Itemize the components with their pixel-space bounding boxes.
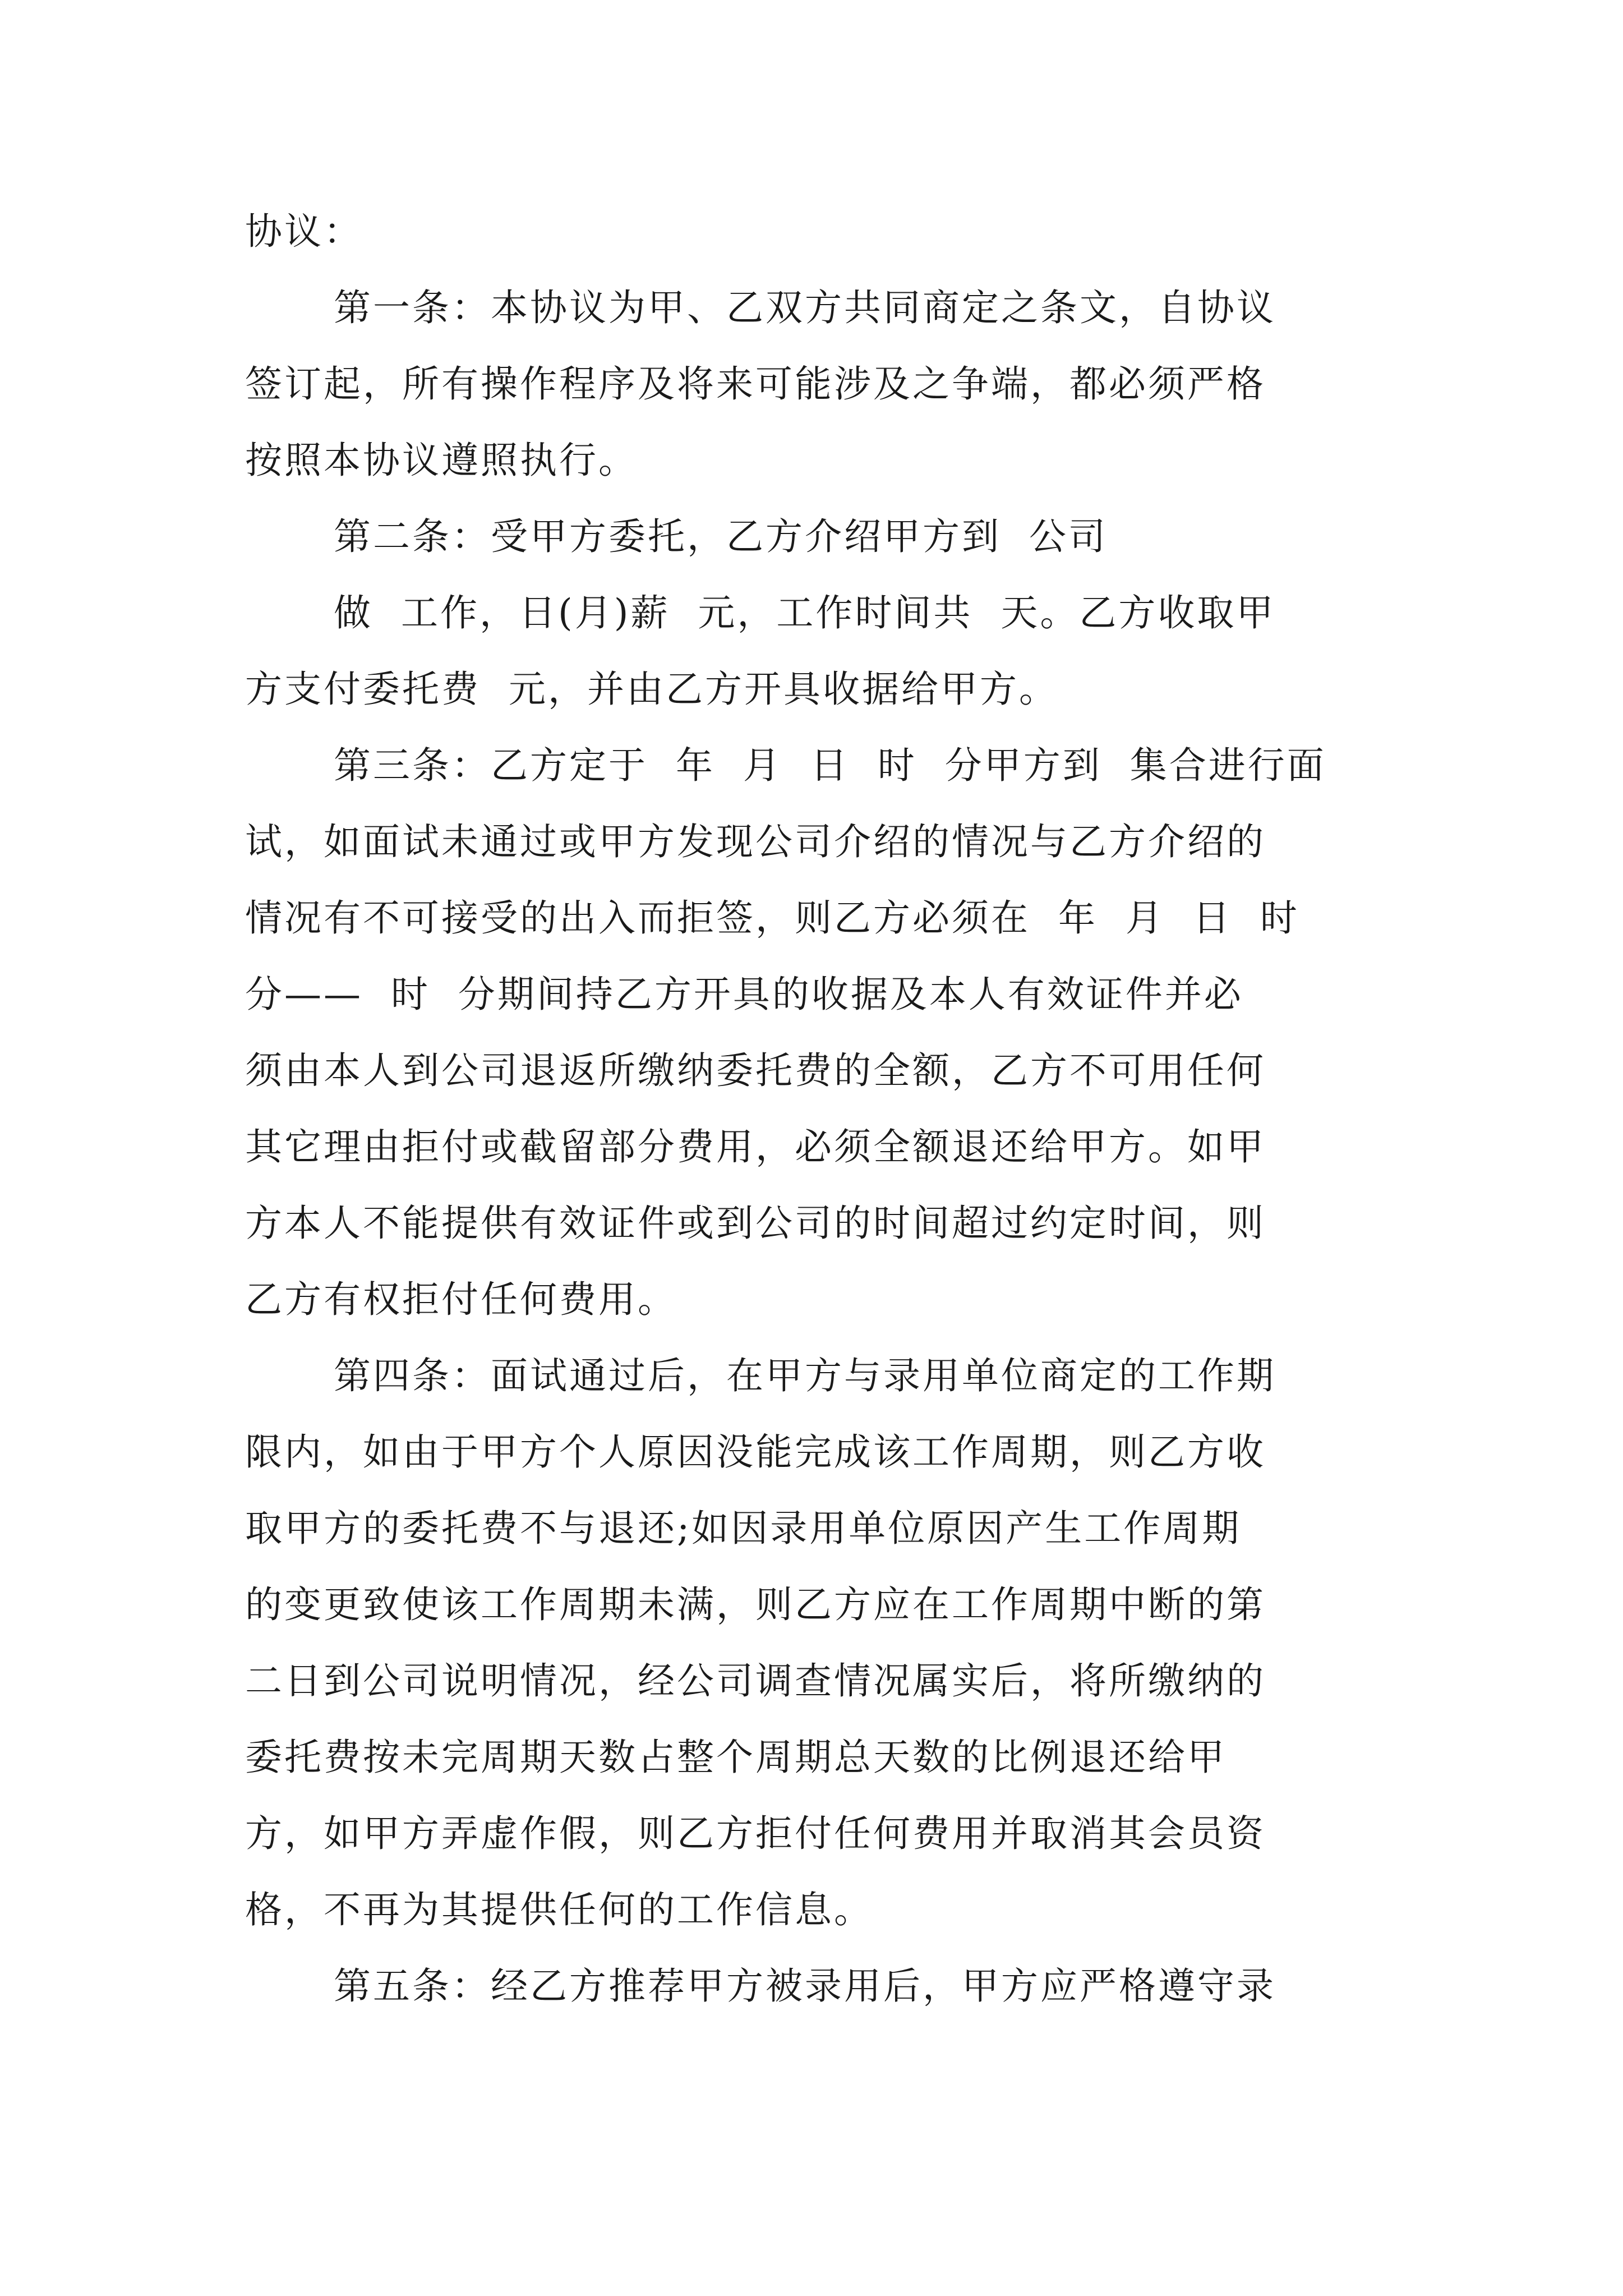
article-4-line-1: 第四条：面试通过后，在甲方与录用单位商定的工作期 [334,1354,1276,1397]
article-3-line-8: 乙方有权拒付任何费用。 [245,1278,677,1321]
article-3-line-3: 情况有不可接受的出入而拒签，则乙方必须在 年 月 日 时 [245,896,1299,940]
article-4-line-3: 取甲方的委托费不与退还;如因录用单位原因产生工作周期 [245,1507,1242,1550]
article-2-line-2: 做 工作，日(月)薪 元，工作时间共 天。乙方收取甲 [334,591,1276,634]
article-3-line-4: 分—— 时 分期间持乙方开具的收据及本人有效证件并必 [245,973,1243,1016]
article-2-line-3: 方支付委托费 元，并由乙方开具收据给甲方。 [245,668,1058,711]
article-3-line-1: 第三条：乙方定于 年 月 日 时 分甲方到 集合进行面 [334,744,1326,787]
article-1-line-2: 签订起，所有操作程序及将来可能涉及之争端，都必须严格 [245,362,1266,406]
article-4-line-8: 格，不再为其提供任何的工作信息。 [245,1888,873,1931]
article-4-line-4: 的变更致使该工作周期未满，则乙方应在工作周期中断的第 [245,1583,1266,1626]
article-4-line-6: 委托费按未完周期天数占整个周期总天数的比例退还给甲 [245,1736,1227,1779]
article-2-line-1: 第二条：受甲方委托，乙方介绍甲方到 公司 [334,515,1108,558]
document-body [245,194,1389,2024]
article-5-line-1: 第五条：经乙方推荐甲方被录用后，甲方应严格遵守录 [334,1964,1276,2008]
article-4-line-5: 二日到公司说明情况，经公司调查情况属实后，将所缴纳的 [245,1659,1266,1703]
article-3-line-7: 方本人不能提供有效证件或到公司的时间超过约定时间，则 [245,1202,1266,1245]
article-1-line-3: 按照本协议遵照执行。 [245,439,638,482]
article-1-line-1: 第一条：本协议为甲、乙双方共同商定之条文，自协议 [334,286,1276,329]
article-4-line-7: 方，如甲方弄虚作假，则乙方拒付任何费用并取消其会员资 [245,1812,1266,1855]
article-4-line-2: 限内，如由于甲方个人原因没能完成该工作周期，则乙方收 [245,1430,1266,1474]
article-3-line-6: 其它理由拒付或截留部分费用，必须全额退还给甲方。如甲 [245,1125,1266,1168]
article-3-line-5: 须由本人到公司退返所缴纳委托费的全额，乙方不可用任何 [245,1049,1266,1092]
agreement-heading: 协议： [245,210,363,253]
article-3-line-2: 试，如面试未通过或甲方发现公司介绍的情况与乙方介绍的 [245,820,1266,863]
